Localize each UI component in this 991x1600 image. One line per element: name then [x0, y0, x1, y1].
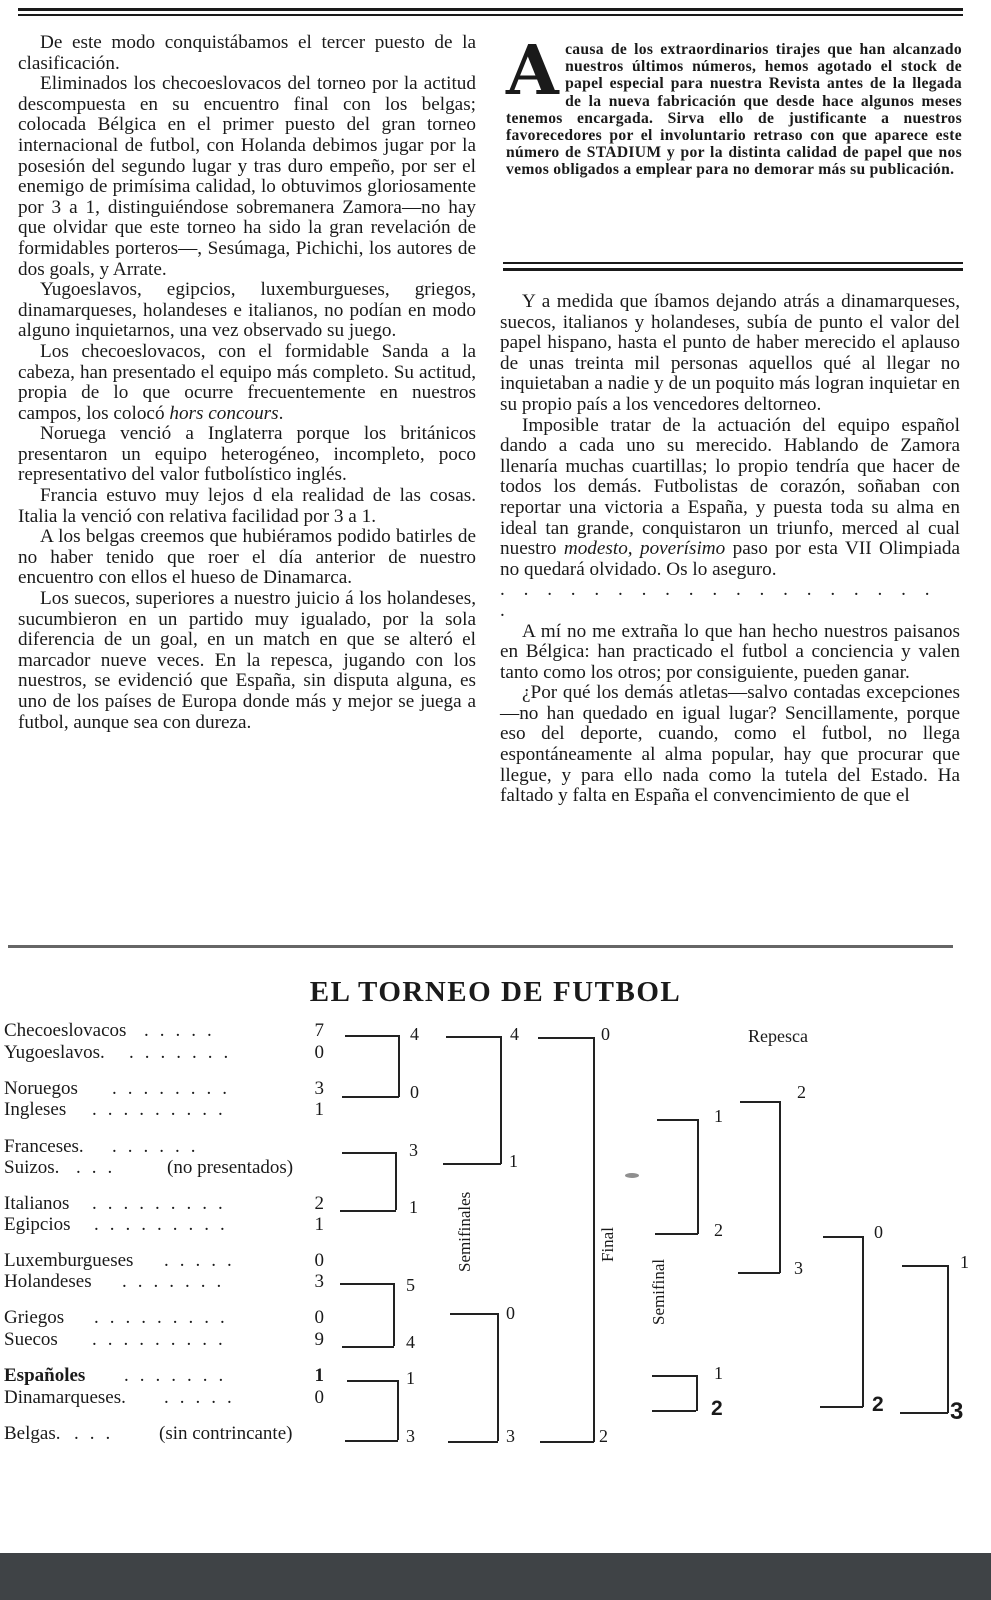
bracket-line [340, 1283, 394, 1285]
paragraph: Los checoeslovacos, con el formidable Sanda a la cabeza, han presentado el equipo más completo. Su actitud, propia de lo que ocurre frecuentemente en nuestros campos, los colocó hors concours. [18, 340, 476, 424]
paragraph: Y a medida que íbamos dejando atrás a dinamarqueses, suecos, italianos y holandeses, subía de punto el valor del papel hispano, hasta el punto de haber merecido el aplauso de unas treinta mil personas aquellos qué al llegar no inquietaban a nadie y de un poquito más logran inquietar en su propio país a los vencedores deltorneo. [500, 291, 960, 415]
team-row: Holandeses ....... 3 [4, 1271, 324, 1292]
final-label: Final [598, 1227, 617, 1262]
publisher-notice [506, 31, 962, 179]
team-row: Luxemburgueses ..... 0 [4, 1250, 324, 1271]
bracket-line [500, 1036, 502, 1164]
score: 2 [714, 1220, 723, 1240]
bracket-line [902, 1265, 948, 1267]
bracket-line [538, 1037, 594, 1039]
team-row: Checoeslovacos ..... 7 [4, 1020, 324, 1041]
score: 0 [410, 1082, 419, 1102]
score: 3 [406, 1426, 415, 1446]
paragraph: Yugoeslavos, egipcios, luxemburgueses, griegos, dinamarqueses, holandeses e italianos, no podían en modo alguno inquietarnos, una vez observado su juego. [18, 279, 476, 342]
notice-text: causa de los extraordinarios tirajes que han alcanzado nuestros últimos números, hemos agotado el stock de papel especial para nuestra Revista antes de la llegada de la nueva fabricación que desde hace algunos meses tenemos encargada. Sirva ello de justificante a nuestros favorecedores por el involuntario retraso con que aparece este número de STADIUM y por la distinta calidad de papel que nos vemos obligados a emplear para no demorar más su publicación. [506, 41, 962, 179]
bracket-line [652, 1410, 696, 1412]
bracket-line [947, 1265, 949, 1413]
bracket-line [823, 1236, 863, 1238]
team-row: Dinamarqueses. ..... 0 [4, 1387, 324, 1408]
score: 4 [406, 1332, 415, 1352]
paragraph: ¿Por qué los demás atletas—salvo contadas excepciones—no han quedado en igual lugar? Sencillamente, porque eso del deporte, cuando, como el futbol, no llega espontáneamente al alma popular, hay que procurar que llegue, y para ello nada como la tutela del Estado. Ha faltado y falta en España el convencimiento de que el [500, 682, 960, 807]
bracket-line [393, 1283, 395, 1346]
bracket-line [342, 1096, 399, 1098]
bracket-line [398, 1035, 400, 1097]
bracket-line [450, 1313, 498, 1315]
drop-cap: A [506, 31, 560, 111]
bracket-line [448, 1441, 498, 1443]
score: 1 [714, 1106, 723, 1126]
bracket-line [820, 1406, 863, 1408]
team-row: Italianos ......... 2 [4, 1193, 324, 1214]
bracket-line [697, 1119, 699, 1234]
repesca-label: Repesca [748, 1026, 808, 1046]
bracket-line [345, 1035, 399, 1037]
bracket-line [593, 1037, 595, 1442]
bracket-line [340, 1210, 396, 1212]
section-separator: . . . . . . . . . . . . . . . . . . . . [500, 579, 937, 621]
team-row: Egipcios ......... 1 [4, 1214, 324, 1235]
team-row: Yugoeslavos. ....... 0 [4, 1042, 324, 1063]
notice-rule [503, 262, 963, 264]
score: 5 [406, 1275, 415, 1295]
score: 0 [874, 1222, 883, 1242]
bracket-line [342, 1152, 396, 1154]
score: 3 [794, 1258, 803, 1278]
score: 0 [506, 1303, 515, 1323]
score: 3 [950, 1398, 964, 1425]
bracket-line [740, 1101, 780, 1103]
score: 1 [960, 1252, 969, 1272]
paragraph: A los belgas creemos que hubiéramos podido batirles de no haber tenido que roer el día anterior de nuestro encuentro con ellos el hueso de Dinamarca. [18, 526, 476, 589]
print-speck [625, 1173, 639, 1178]
italic-phrase: hors concours [169, 402, 279, 424]
score: 1 [714, 1363, 723, 1383]
bracket-line [900, 1412, 948, 1414]
paragraph: Los suecos, superiores a nuestro juicio á los holandeses, sucumbieron en un partido muy igualado, por la sola diferencia de un goal, en un match en que se alteró el marcador nueve veces. En la repesca, jugando con los nuestros, se evidenció que España, sin disputa alguna, es uno de los países de Europa donde más y mejor se juega a futbol, aunque sea con dureza. [18, 588, 476, 733]
top-rule-thin [18, 14, 963, 16]
score: 2 [797, 1082, 806, 1102]
bracket-line [738, 1272, 780, 1274]
paragraph: Imposible tratar de la actuación del equipo español dando a cada uno su merecido. Hablando de Zamora llenaría muchas cuartillas; lo propio tendría que hacer de todos los demás. Futbolistas de corazón, soñaban con reportar una victoria a España, y puesta toda su alma en ideal tan grande, conquistaron un triunfo, merced al cual nuestro modesto, poverísimo paso por esta VII Olimpiada no quedará olvidado. Os lo aseguro. [500, 414, 960, 580]
semifinal-label: Semifinal [649, 1258, 668, 1325]
score: 4 [410, 1024, 419, 1044]
score: 4 [510, 1024, 519, 1044]
bracket-line [345, 1440, 398, 1442]
semifinales-label: Semifinales [455, 1191, 474, 1272]
viewer-footer-bar [0, 1553, 991, 1600]
bracket-line [446, 1036, 501, 1038]
notice-rule-thick [503, 268, 963, 271]
team-row: Noruegos ........ 3 [4, 1078, 324, 1099]
paragraph: A mí no me extraña lo que han hecho nuestros paisanos en Bélgica: han practicado el futbol a conciencia y valen tanto como los otros; por consiguiente, pueden ganar. [500, 620, 960, 683]
score: 2 [711, 1397, 723, 1420]
bracket-line [443, 1163, 501, 1165]
team-row: Suecos ......... 9 [4, 1329, 324, 1350]
team-row: Belgas. ... (sin contrincante) [4, 1423, 293, 1444]
team-row: Griegos ......... 0 [4, 1307, 324, 1328]
bracket-line [497, 1313, 499, 1441]
top-rule [18, 8, 963, 11]
article-right-column [500, 292, 960, 807]
bracket-line [862, 1236, 864, 1407]
bracket-line [696, 1375, 698, 1411]
score: 3 [409, 1140, 418, 1160]
paragraph: De este modo conquistábamos el tercer puesto de la clasificación. [18, 32, 476, 74]
paragraph: Noruega venció a Inglaterra porque los británicos presentaron un equipo heterogéneo, incompleto, poco representativo del valor futbolístico inglés. [18, 423, 476, 486]
bracket-line [395, 1152, 397, 1210]
score: 0 [601, 1024, 610, 1044]
score: 1 [406, 1368, 415, 1388]
bracket-line [347, 1380, 398, 1382]
bracket-line [657, 1119, 697, 1121]
bracket-line [655, 1233, 698, 1235]
score: 2 [599, 1426, 608, 1446]
paragraph: Francia estuvo muy lejos d ela realidad de las cosas. Italia la venció con relativa facilidad por 3 a 1. [18, 485, 476, 527]
bracket-line [779, 1101, 781, 1273]
section-rule [8, 945, 953, 948]
team-row: Suizos. ... (no presentados) [4, 1157, 294, 1178]
bracket-title: EL TORNEO DE FUTBOL [309, 976, 682, 1008]
score: 2 [872, 1393, 884, 1416]
italic-phrase: modesto, poverísimo [563, 538, 726, 560]
score: 1 [509, 1151, 518, 1171]
bracket-line [342, 1346, 394, 1348]
article-left-column [18, 33, 476, 733]
paragraph: Eliminados los checoeslovacos del torneo por la actitud descompuesta en su encuentro final con los belgas; colocada Bélgica en el primer puesto del gran torneo internacional de futbol, con Holanda debimos jugar por la posesión del segundo lugar y tras duro empeño, por ser el enemigo de primísima calidad, lo obtuvimos gloriosamente por 3 a 1, distinguiéndose sobremanera Zamora—no hay que olvidar que este torneo ha sido la gran revelación de formidables porteros—, Sesúmaga, Pichichi, los autores de dos goals, y Arrate. [18, 73, 476, 280]
bracket-line [540, 1441, 594, 1443]
team-row: Franceses. ...... [4, 1136, 207, 1157]
team-row: Españoles ....... 1 [4, 1365, 324, 1386]
team-row: Ingleses ......... 1 [4, 1099, 324, 1120]
score: 3 [506, 1426, 515, 1446]
bracket-line [397, 1380, 399, 1440]
bracket-line [652, 1375, 697, 1377]
score: 1 [409, 1197, 418, 1217]
